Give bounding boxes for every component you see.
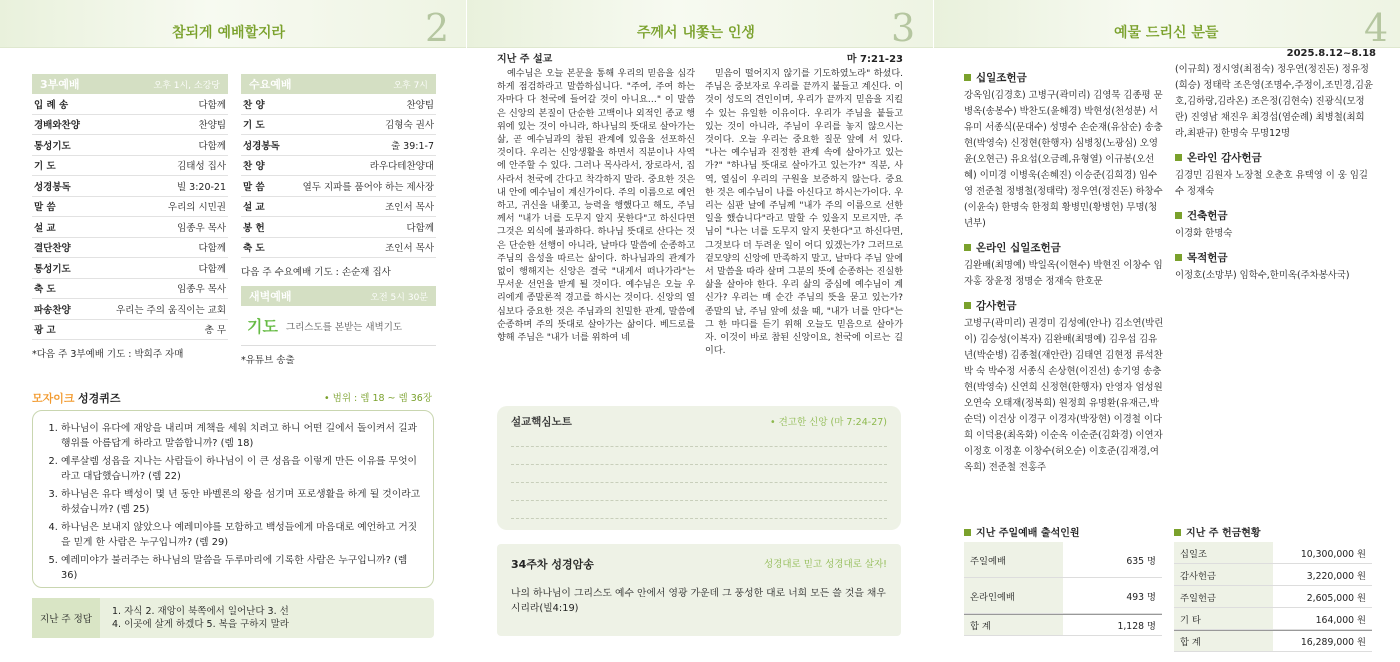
order-item: 찬 양 [243, 161, 265, 173]
quiz-header [32, 390, 432, 406]
order-item: 광 고 [34, 325, 56, 337]
dawn-note: *유튜브 송출 [241, 355, 295, 366]
order-row [241, 197, 436, 218]
stat-row [1174, 586, 1372, 608]
stat-row [1174, 630, 1372, 652]
order-value: 다함께 [198, 99, 226, 111]
offering-category: 온라인 감사헌금 [1175, 150, 1376, 165]
order-value: 다함께 [198, 263, 226, 275]
order-row [241, 115, 436, 136]
wed-note: 다음 주 수요예배 기도 : 손순재 집사 [241, 267, 391, 278]
attendance-title: 지난 주일예배 출석인원 [976, 528, 1080, 539]
page-header [467, 0, 933, 48]
order-row [241, 94, 436, 115]
dawn-logo [241, 306, 436, 346]
stat-value: 2,605,000 원 [1306, 592, 1366, 604]
offering-date: 2025.8.12~8.18 [1286, 48, 1376, 59]
order-item: 찬 양 [243, 99, 265, 111]
order-item: 말 씀 [243, 181, 265, 193]
order-value: 김형숙 권사 [385, 120, 434, 132]
order-value: 총 무 [204, 325, 226, 337]
page-title: 예물 드리신 분들 [1114, 25, 1219, 41]
page-offerings [934, 0, 1400, 662]
order-value: 임종우 목사 [177, 222, 226, 234]
order-value: 빌 3:20-21 [176, 181, 226, 193]
stat-label: 감사헌금 [1174, 564, 1273, 585]
stat-row [964, 542, 1162, 578]
order-item: 경배와찬양 [34, 120, 80, 132]
offering-names: 고병구(곽미리) 권경미 김성예(안나) 김소연(박린이) 김승성(이복자) 김완배(최명예) 김우섭 김유년(박순병) 김종철(재안란) 김태연 김현정 류석찬 박 숙 박수정 서종식 손상현(이진선) 송기영 송충현(박영숙) 신연희 신정현(한행자) 안영자 엄성원 오연숙 오태재(정복희) 원정희 유명환(유재근,박순덕) 이건상 이경구 이경자(박장현) 이경철 이다희 이덕용(최옥화) 이순옥 이순준(김화경) 이연자 이정호 이정훈 이창수(허오순) 이호준(김재경,여옥희) 전준철 전홍주 [964, 318, 1164, 473]
sermon-label: 지난 주 설교 [497, 53, 553, 65]
service3-order [32, 74, 228, 360]
order-value: 우리의 시민권 [167, 202, 226, 214]
page-number: 4 [1364, 6, 1389, 50]
order-value: 다함께 [198, 140, 226, 152]
stat-row [1174, 564, 1372, 586]
notes-title: 설교핵심노트 [511, 416, 572, 428]
order-item: 입 례 송 [34, 99, 69, 111]
page-header [0, 0, 466, 48]
stat-label: 십일조 [1174, 542, 1273, 563]
dawn-calligraphy: 그리스도를 본받는 새벽기도 [285, 321, 403, 333]
offering-names: 김경민 김원자 노장철 오춘호 유택영 이 웅 임길수 정재숙 [1175, 170, 1368, 197]
offering-names: (이규희) 정시영(최점숙) 정우연(정진돈) 정유정(희승) 정태락 조은영(조명수,주정이,조민경,김윤호,김하랑,김라온) 조은정(김현숙) 진광식(모정란) 진영남 채진우 최경섭(염순례) 최병철(최희라,최판규) 한명숙 무명12명 [1175, 64, 1373, 139]
quiz-brand: 모자이크 [32, 392, 75, 405]
order-value: 찬양팀 [406, 99, 434, 111]
stat-row [1174, 608, 1372, 630]
page-number: 2 [425, 6, 450, 50]
order-row [32, 279, 228, 300]
service3-name: 3부예배 [40, 78, 80, 91]
order-item: 통성기도 [34, 140, 71, 152]
order-item: 축 도 [34, 284, 56, 296]
order-row [32, 156, 228, 177]
offering-category: 십일조헌금 [964, 70, 1165, 85]
offering-names: 이정호(소망부) 임학수,한미옥(주차봉사국) [1175, 270, 1350, 281]
stat-value: 1,128 명 [1117, 621, 1156, 632]
totals-title: 지난 주 헌금현황 [1186, 528, 1261, 539]
offering-category: 목적헌금 [1175, 250, 1376, 265]
order-row [32, 217, 228, 238]
wed-bar [241, 74, 436, 94]
order-value: 우리는 주의 움직이는 교회 [115, 304, 226, 316]
dawn-name: 새벽예배 [249, 290, 292, 303]
quiz-answers [32, 598, 434, 638]
order-row [32, 176, 228, 197]
quiz-question: 4. 하나님은 보내지 않았으나 예레미야를 모함하고 백성들에게 마음대로 예언하고 거짓을 믿게 한 사람은 누구입니까? (렘 29) [61, 520, 421, 550]
quiz-question: 1. 하나님이 유다에 재앙을 내리며 계책을 세워 치려고 하니 어떤 길에서 돌이켜서 길과 행위를 아름답게 하라고 말씀합니까? (렘 18) [61, 421, 421, 451]
offering-category: 온라인 십일조헌금 [964, 240, 1165, 255]
dawn-logo-mark: 기도 [247, 317, 278, 336]
order-item: 통성기도 [34, 263, 71, 275]
page-header [934, 0, 1400, 48]
wed-order [241, 74, 436, 366]
offering-names: 강옥임(김경호) 고병구(곽미리) 김영묵 김종평 문병옥(송봉수) 박찬도(윤해경) 박현성(천성분) 서유미 서종식(문대수) 성명수 손순재(유삼순) 송충현(박영숙) 신정현(한행자) 심병칭(노광심) 오영윤(오현근) 유요섭(오금례,유형열) 이규봉(오선혜) 이미경 이병욱(손혜진) 이승준(김희경) 임수영 전준철 정병철(정태락) 정우연(정진돈) 하창수(이윤숙) 한명숙 한정희 황병민(황병헌) 무명(청년부) [964, 90, 1163, 229]
stat-value: 10,300,000 원 [1300, 548, 1366, 560]
quiz-box [32, 410, 434, 588]
order-row [32, 238, 228, 259]
offering-names: 김완배(최명예) 박일옥(이현수) 박현진 이창수 임자홍 장윤정 정명순 정재숙 한호문 [964, 260, 1163, 287]
sermon-column: 믿음이 떨어지지 않기를 기도하였노라" 하셨다. 주님은 중보자로 우리를 끝까지 붙들고 계신다. 이것이 성도의 견인이며, 우리가 끝까지 믿음을 지킬 수 있는 유일한 이유이다. 우리가 주님을 붙들고 있는 것이 아니라, 주님이 우리를 놓지 않으시는 것이다. 오늘 우리는 중요한 질문 앞에 서 있다. "나는 예수님과 진정한 관계 속에 살아가고 있는가?" "하나님 뜻대로 살아가고 있는가?" 직분, 사역, 열심이 우리의 구원을 보증하지 않는다. 중요한 것은 예수님이 나를 아신다고 하시는가이다. 우리는 심판 날에 주님께 "내가 주의 이름으로 선한 일을 했습니다"라고 말할 수 있을지 모르지만, 주님이 "나는 너를 도무지 알지 못한다"고 하신다면, 그것보다 더 두려운 일이 어디 있겠는가? 그러므로 겉모양의 신앙에 만족하지 말고, 날마다 주님 앞에서 말씀을 따라 살며 그분의 뜻에 순종하는 진실한 삶을 살아야 한다. 우리 삶의 중심에 예수님이 계신가? 우리는 매 순간 주님의 뜻을 묻고 있는가? 종말의 날, 주님 앞에 섰을 때, "내가 너를 안다"는 그 한 마디를 듣기 위해 오늘도 믿음으로 살아가자. 이것이 바로 참된 신앙이요, 천국에 이르는 길이다. [705, 69, 903, 357]
service3-bar [32, 74, 228, 94]
sermon-notes-box [497, 406, 901, 530]
memory-tag: 성경대로 믿고 성경대로 살자! [764, 559, 887, 570]
answers-label: 지난 주 정답 [32, 598, 100, 638]
order-value: 임종우 목사 [177, 284, 226, 296]
dawn-time: 오전 5시 30분 [370, 292, 428, 303]
memory-verse: 나의 하나님이 그리스도 예수 안에서 영광 가운데 그 풍성한 대로 너희 모든 쓸 것을 채우시리라(빌4:19) [511, 588, 886, 614]
page-sermon [467, 0, 933, 662]
order-value: 열두 지파를 품어야 하는 제사장 [302, 181, 434, 193]
stat-label: 합 계 [1174, 631, 1273, 651]
stat-value: 3,220,000 원 [1306, 570, 1366, 582]
page-number: 3 [891, 6, 916, 50]
stat-label: 온라인예배 [964, 578, 1063, 613]
order-row [241, 156, 436, 177]
quiz-range: • 범위 : 렘 18 ~ 렘 36장 [324, 393, 432, 404]
offering-category: 감사헌금 [964, 298, 1165, 313]
order-value: 조인서 목사 [385, 202, 434, 214]
service3-time: 오후 1시, 소강당 [153, 80, 220, 91]
order-item: 봉 헌 [243, 222, 265, 234]
order-value: 라우다테찬양대 [369, 161, 434, 173]
order-item: 축 도 [243, 243, 265, 255]
order-item: 말 씀 [34, 202, 56, 214]
order-item: 기 도 [34, 161, 56, 173]
answers-line: 1. 자식 2. 재앙이 북쪽에서 일어난다 3. 선 [112, 606, 289, 617]
sermon-summary [497, 48, 903, 358]
order-row [32, 299, 228, 320]
order-value: 김태성 집사 [177, 161, 226, 173]
stat-value: 493 명 [1126, 591, 1156, 603]
dawn-bar [241, 286, 436, 306]
stat-label: 주일예배 [964, 542, 1063, 577]
order-item: 결단찬양 [34, 243, 71, 255]
offering-category: 건축헌금 [1175, 208, 1376, 223]
stat-value: 164,000 원 [1315, 614, 1366, 626]
wed-time: 오후 7시 [393, 80, 428, 91]
order-value: 조인서 목사 [385, 243, 434, 255]
order-row [241, 135, 436, 156]
quiz-question: 5. 예레미야가 불러주는 하나님의 말씀을 두루마리에 기록한 사람은 누구입니까? (렘 36) [61, 553, 421, 583]
order-row [32, 94, 228, 115]
order-value: 출 39:1-7 [390, 140, 434, 152]
memory-title: 34주차 성경암송 [511, 558, 594, 571]
order-value: 다함께 [198, 243, 226, 255]
stat-row [1174, 542, 1372, 564]
order-row [241, 176, 436, 197]
service3-note: *다음 주 3부예배 기도 : 박희주 자매 [32, 349, 184, 360]
quiz-title: 성경퀴즈 [78, 392, 121, 405]
page-worship [0, 0, 466, 662]
wed-name: 수요예배 [249, 78, 292, 91]
page-title: 주께서 내쫓는 인생 [637, 25, 755, 41]
offering-names: 이경화 한명숙 [1175, 228, 1233, 239]
stat-row [964, 614, 1162, 636]
order-row [241, 217, 436, 238]
order-value: 다함께 [406, 222, 434, 234]
order-row [32, 197, 228, 218]
notes-ref: • 견고한 신앙 (마 7:24-27) [769, 417, 887, 428]
quiz-question: 2. 예루살렘 성읍을 지나는 사람들이 하나님이 이 큰 성읍을 이렇게 만든 이유를 무엇이라고 대답했습니까? (렘 22) [61, 454, 421, 484]
order-row [32, 320, 228, 341]
stat-value: 16,289,000 원 [1300, 637, 1366, 648]
order-item: 파송찬양 [34, 304, 71, 316]
stat-row [964, 578, 1162, 614]
order-item: 설 교 [34, 222, 56, 234]
stat-label: 주일헌금 [1174, 586, 1273, 607]
offering-totals-table [1174, 524, 1372, 652]
quiz-question: 3. 하나님은 유다 백성이 몇 년 동안 바벨론의 왕을 섬기며 포로생활을 하게 될 것이라고 하셨습니까? (렘 25) [61, 487, 421, 517]
order-item: 기 도 [243, 120, 265, 132]
answers-line: 4. 이곳에 살게 하겠다 5. 복을 구하지 말라 [112, 619, 289, 630]
stat-value: 635 명 [1126, 555, 1156, 567]
page-title: 참되게 예배할지라 [172, 25, 286, 41]
offering-list [964, 48, 1376, 476]
order-row [32, 135, 228, 156]
order-row [32, 115, 228, 136]
order-item: 설 교 [243, 202, 265, 214]
order-row [241, 238, 436, 259]
attendance-table [964, 524, 1162, 636]
stat-label: 합 계 [964, 615, 1063, 635]
order-value: 찬양팀 [198, 120, 226, 132]
sermon-column: 예수님은 오늘 본문을 통해 우리의 믿음을 심각하게 점검하라고 말씀하십니다. "주여, 주여 하는 자마다 다 천국에 들어갈 것이 아니요…" 이 말씀은 신앙의 본질이 단순한 고백이나 외적인 종교 행위에 있는 것이 아니라, 하나님의 뜻대로 살아가는 삶, 곧 예수님과의 참된 관계에 있음을 선포하신 것이다. 우리는 신앙생활을 하면서 직분이나 사역에 안주할 수 있다. 그러나 목사라서, 장로라서, 집사라서 천국에 간다고 착각하지 말라. 중요한 것은 내 안에 예수님이 계신가이다. 주의 이름으로 예언하고, 귀신을 내쫓고, 능력을 행했다고 해도, 주님께서 "내가 너를 도무지 알지 못한다"고 하신다면 그것은 외식에 불과하다. 하나님 뜻대로 산다는 것은 단순한 선행이 아니라, 날마다 말씀에 순종하고 주님의 음성을 따르는 삶이다. 하나님과의 관계가 없이 행해지는 신앙은 결국 "내게서 떠나가라"는 무서운 선언을 받게 될 것이다. 예수님은 오늘 우리에게 종말론적 경고를 하시는 것이다. 신앙의 열심보다 중요한 것은 주님과의 친밀한 관계, 말씀에 순종하며 주의 뜻대로 살아가는 삶이다. 베드로를 향해 주님은 "내가 너를 위하여 네 [497, 69, 695, 344]
order-item: 성경봉독 [34, 181, 71, 193]
order-row [32, 258, 228, 279]
memory-verse-box [497, 544, 901, 636]
sermon-ref: 마 7:21-23 [846, 53, 903, 65]
order-item: 성경봉독 [243, 140, 280, 152]
stat-label: 기 타 [1174, 608, 1273, 629]
